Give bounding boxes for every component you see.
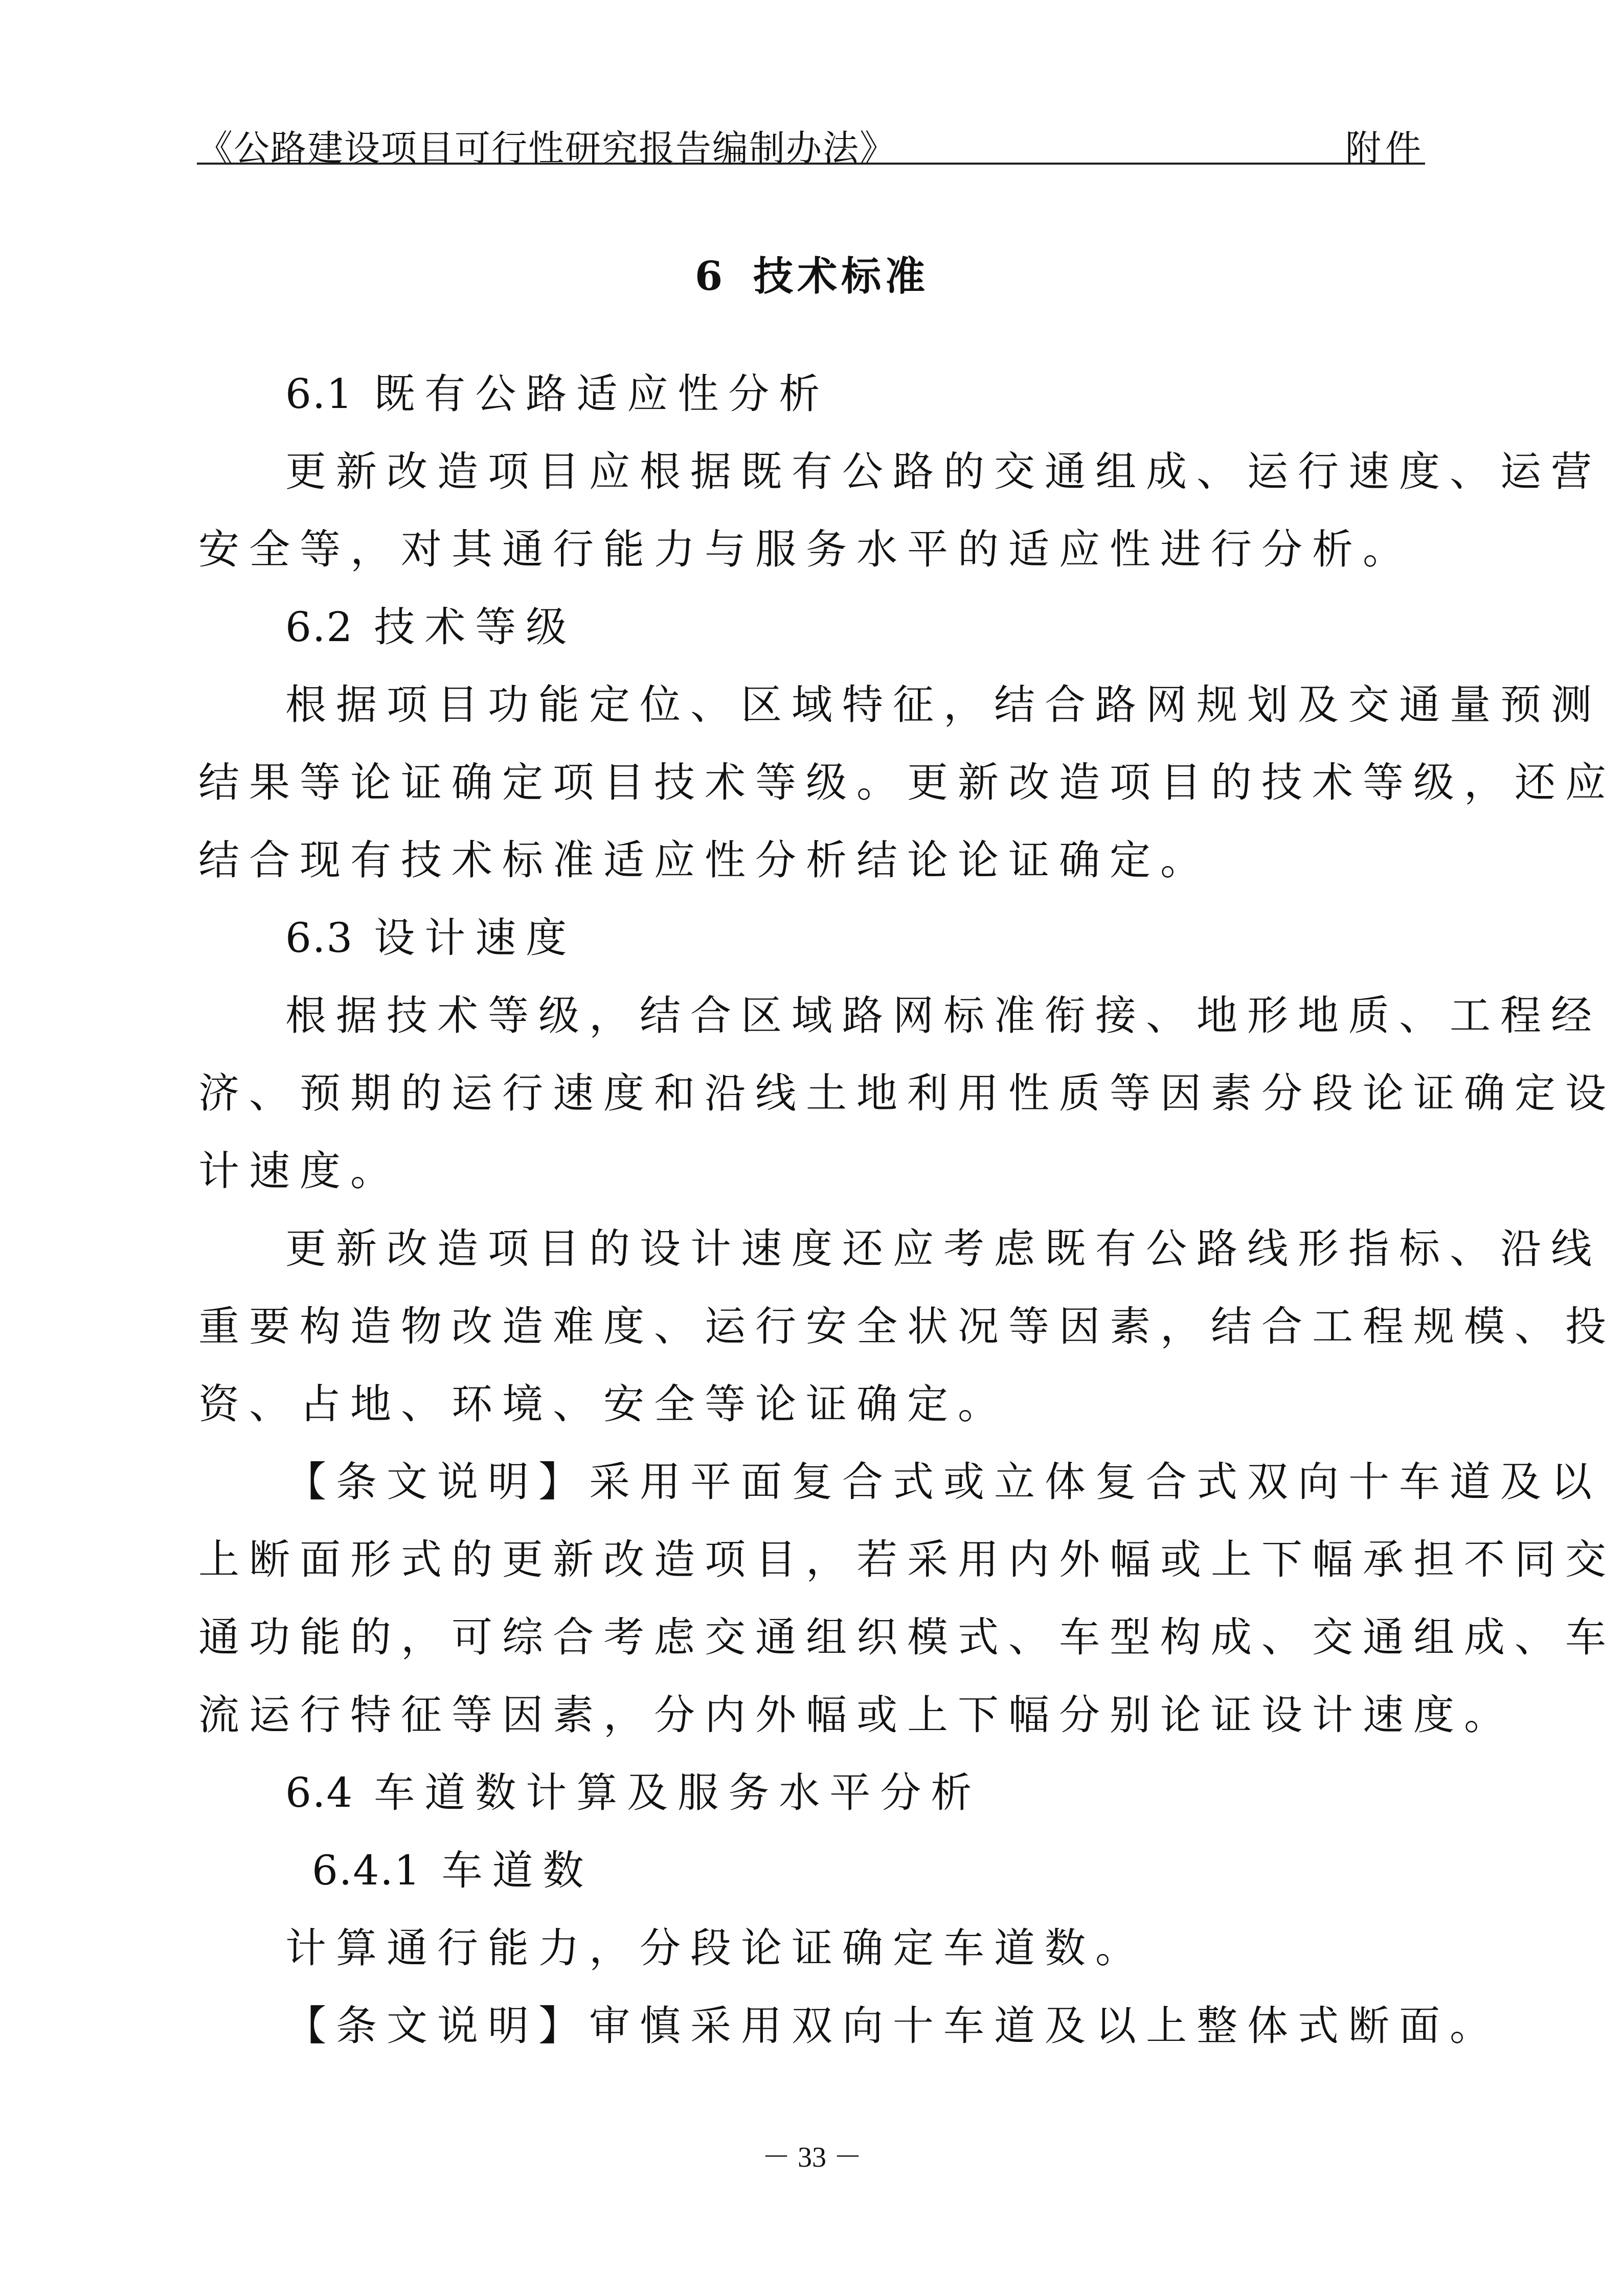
section-title: 车道数 (441, 1847, 594, 1894)
text-line: 安全等，对其通行能力与服务水平的适应性进行分析。 (198, 526, 1413, 573)
clause-explanation (198, 1987, 1500, 2065)
section-number: 6.4.1 (312, 1847, 421, 1894)
text-line: 资、占地、环境、安全等论证确定。 (198, 1380, 1008, 1428)
text-line: 流运行特征等因素，分内外幅或上下幅分别论证设计速度。 (198, 1691, 1515, 1739)
chapter-number: 6 (694, 253, 727, 300)
document-body (198, 355, 1616, 2065)
text-line: 济、预期的运行速度和沿线土地利用性质等因素分段论证确定设 (198, 1070, 1616, 1117)
paragraph (198, 433, 1602, 588)
paragraph (198, 977, 1616, 1210)
paragraph (198, 1909, 1436, 1987)
section-title: 车道数计算及服务水平分析 (374, 1769, 982, 1816)
section-number: 6.3 (285, 914, 354, 962)
section-number: 6.4 (285, 1769, 354, 1816)
section-heading-6-1 (198, 355, 1436, 433)
header-title: 《公路建设项目可行性研究报告编制办法》 (197, 127, 896, 169)
paragraph (198, 1210, 1616, 1443)
page-number: － 33 － (762, 2142, 862, 2173)
text-line: 更新改造项目的设计速度还应考虑既有公路线形指标、沿线 (285, 1225, 1602, 1272)
section-number: 6.1 (285, 370, 354, 418)
text-line: 【条文说明】审慎采用双向十车道及以上整体式断面。 (285, 2002, 1500, 2050)
text-line: 通功能的，可综合考虑交通组织模式、车型构成、交通组成、车 (198, 1613, 1616, 1661)
section-heading-6-4 (198, 1754, 1436, 1832)
text-line: 【条文说明】采用平面复合式或立体复合式双向十车道及以 (285, 1458, 1602, 1506)
section-title: 技术等级 (374, 603, 577, 651)
section-heading-6-4-1 (198, 1832, 1436, 1909)
header-attachment-label: 附件 (1345, 127, 1425, 169)
text-line: 更新改造项目应根据既有公路的交通组成、运行速度、运营 (285, 448, 1602, 495)
section-number: 6.2 (285, 603, 354, 651)
chapter-title: 技术标准 (753, 253, 930, 300)
text-line: 重要构造物改造难度、运行安全状况等因素，结合工程规模、投 (198, 1303, 1616, 1350)
section-title: 设计速度 (374, 914, 577, 962)
text-line: 结果等论证确定项目技术等级。更新改造项目的技术等级，还应 (198, 759, 1616, 806)
text-line: 计速度。 (198, 1147, 401, 1195)
text-line: 根据技术等级，结合区域路网标准衔接、地形地质、工程经 (285, 992, 1602, 1039)
clause-explanation (198, 1443, 1616, 1754)
section-heading-6-2 (198, 588, 1436, 666)
section-heading-6-3 (198, 899, 1436, 977)
chapter-heading (0, 244, 1624, 302)
text-line: 计算通行能力，分段论证确定车道数。 (285, 1924, 1146, 1972)
page-header (197, 113, 1425, 169)
text-line: 上断面形式的更新改造项目，若采用内外幅或上下幅承担不同交 (198, 1536, 1616, 1583)
paragraph (198, 666, 1616, 899)
section-title: 既有公路适应性分析 (374, 370, 830, 418)
text-line: 根据项目功能定位、区域特征，结合路网规划及交通量预测 (285, 681, 1602, 729)
text-line: 结合现有技术标准适应性分析结论论证确定。 (198, 836, 1211, 884)
